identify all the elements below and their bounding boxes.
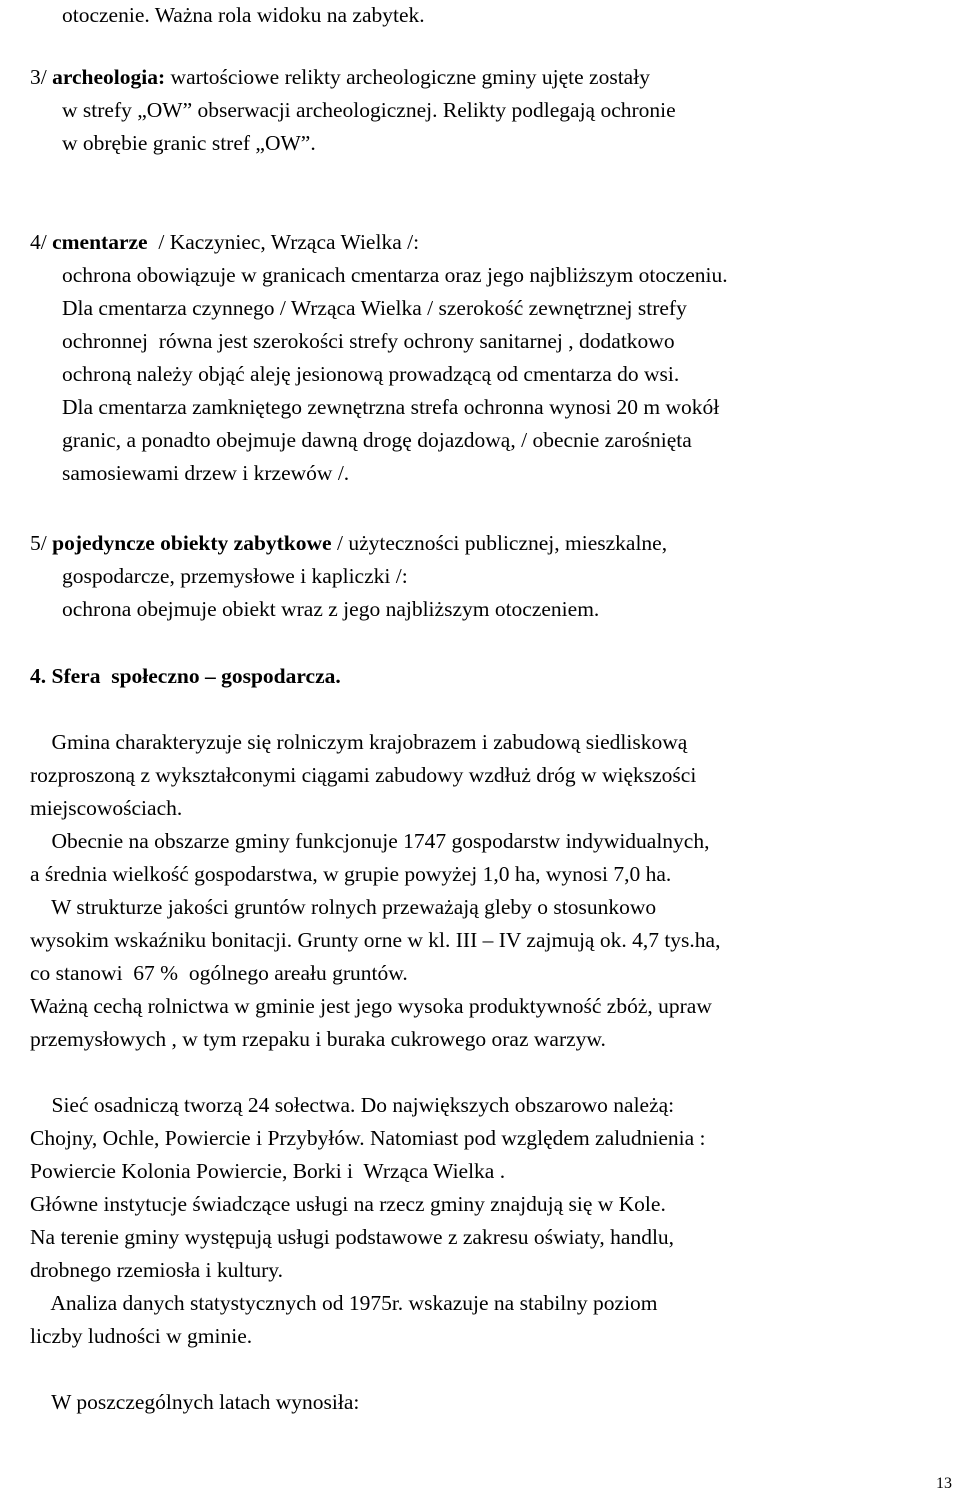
paragraph-line: wysokim wskaźniku bonitacji. Grunty orne w kl. III – IV zajmują ok. 4,7 tys.ha,	[30, 928, 721, 952]
final-line: W poszczególnych latach wynosiła:	[30, 1390, 360, 1414]
item4-number: 4/	[30, 230, 53, 254]
paragraph-line: miejscowościach.	[30, 796, 183, 820]
paragraph-line: W strukturze jakości gruntów rolnych przeważają gleby o stosunkowo	[30, 895, 657, 919]
item3-number: 3/	[30, 65, 53, 89]
paragraph-line: Obecnie na obszarze gminy funkcjonuje 1747 gospodarstw indywidualnych,	[30, 829, 710, 853]
item4-line1	[30, 227, 419, 257]
item4-text-line: ochronnej równa jest szerokości strefy ochrony sanitarnej , dodatkowo	[62, 329, 675, 353]
paragraph-line: a średnia wielkość gospodarstwa, w grupie powyżej 1,0 ha, wynosi 7,0 ha.	[30, 862, 672, 886]
paragraph-line: Ważną cechą rolnictwa w gminie jest jego wysoka produktywność zbóż, upraw	[30, 994, 712, 1018]
section-heading: 4. Sfera społeczno – gospodarcza.	[30, 664, 341, 688]
item3-line2: w strefy „OW” obserwacji archeologicznej. Relikty podlegają ochronie	[62, 98, 676, 122]
item4-text-line: samosiewami drzew i krzewów /.	[62, 461, 350, 485]
item4-term: cmentarze	[52, 230, 148, 254]
paragraph-line: Powiercie Kolonia Powiercie, Borki i Wrząca Wielka .	[30, 1159, 506, 1183]
item3-line1	[30, 62, 650, 92]
paragraph-line: rozproszoną z wykształconymi ciągami zabudowy wzdłuż dróg w większości	[30, 763, 697, 787]
item4-text-line: ochroną należy objąć aleję jesionową prowadzącą od cmentarza do wsi.	[62, 362, 680, 386]
item5-line1	[30, 528, 667, 558]
paragraph-line: co stanowi 67 % ogólnego areału gruntów.	[30, 961, 408, 985]
item4-text-line: ochrona obowiązuje w granicach cmentarza oraz jego najbliższym otoczeniu.	[62, 263, 728, 287]
item4-text-line: granic, a ponadto obejmuje dawną drogę dojazdową, / obecnie zarośnięta	[62, 428, 692, 452]
paragraph-line: Sieć osadniczą tworzą 24 sołectwa. Do największych obszarowo należą:	[30, 1093, 675, 1117]
paragraph-line: przemysłowych , w tym rzepaku i buraka cukrowego oraz warzyw.	[30, 1027, 606, 1051]
item5-line3: ochrona obejmuje obiekt wraz z jego najbliższym otoczeniem.	[62, 597, 600, 621]
item3-line1-rest: wartościowe relikty archeologiczne gminy ujęte zostały	[165, 65, 650, 89]
paragraph-line: liczby ludności w gminie.	[30, 1324, 253, 1348]
item4-text-line: Dla cmentarza zamkniętego zewnętrzna strefa ochronna wynosi 20 m wokół	[62, 395, 720, 419]
item4-line1-rest: / Kaczyniec, Wrząca Wielka /:	[147, 230, 420, 254]
paragraph-line: Gmina charakteryzuje się rolniczym krajobrazem i zabudową siedliskową	[30, 730, 688, 754]
paragraph-line: Chojny, Ochle, Powiercie i Przybyłów. Natomiast pod względem zaludnienia :	[30, 1126, 706, 1150]
intro-line: otoczenie. Ważna rola widoku na zabytek.	[62, 3, 425, 27]
item4-text-line: Dla cmentarza czynnego / Wrząca Wielka / szerokość zewnętrznej strefy	[62, 296, 687, 320]
item5-number: 5/	[30, 531, 53, 555]
page-number: 13	[936, 1475, 952, 1492]
item5-line2: gospodarcze, przemysłowe i kapliczki /:	[62, 564, 408, 588]
paragraph-line: Na terenie gminy występują usługi podstawowe z zakresu oświaty, handlu,	[30, 1225, 675, 1249]
paragraph-line: Analiza danych statystycznych od 1975r. wskazuje na stabilny poziom	[30, 1291, 658, 1315]
item5-term: pojedyncze obiekty zabytkowe	[52, 531, 332, 555]
item3-term: archeologia:	[52, 65, 166, 89]
item3-line3: w obrębie granic stref „OW”.	[62, 131, 316, 155]
paragraph-line: Główne instytucje świadczące usługi na rzecz gminy znajdują się w Kole.	[30, 1192, 666, 1216]
item5-line1-rest: / użyteczności publicznej, mieszkalne,	[331, 531, 668, 555]
paragraph-line: drobnego rzemiosła i kultury.	[30, 1258, 283, 1282]
